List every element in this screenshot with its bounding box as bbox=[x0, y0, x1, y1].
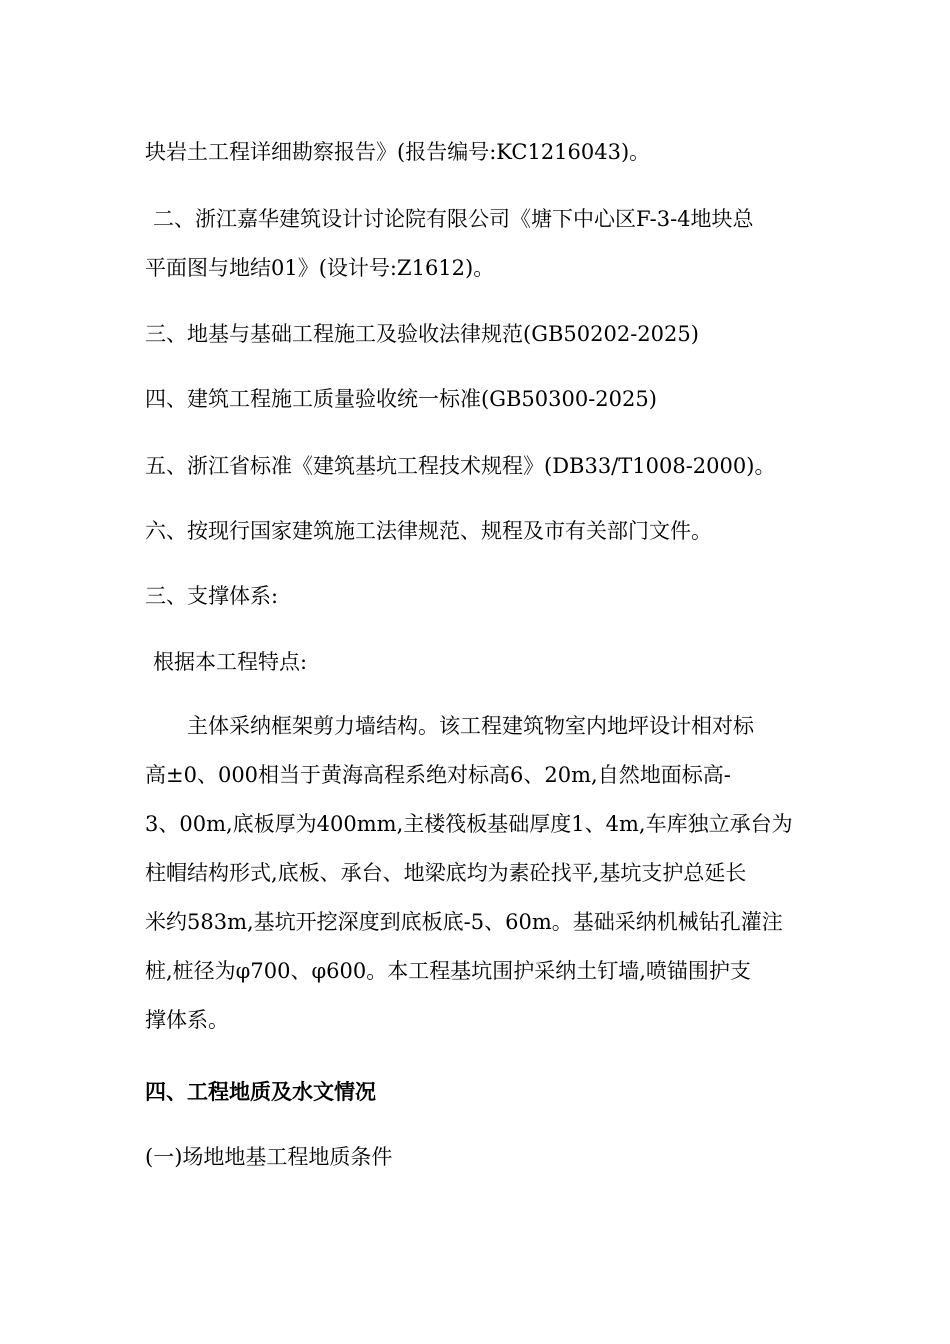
reference-line-6: 六、按现行国家建筑施工法律规范、规程及市有关部门文件。 bbox=[145, 519, 712, 543]
paragraph-line: 3、00m,底板厚为400mm,主楼筏板基础厚度1、4m,车库独立承台为 bbox=[145, 812, 793, 836]
reference-line-2a: 二、浙江嘉华建筑设计讨论院有限公司《塘下中心区F-3-4地块总 bbox=[153, 207, 754, 231]
paragraph-line: 桩,桩径为φ700、φ600。本工程基坑围护采纳土钉墙,喷锚围护支 bbox=[145, 959, 751, 983]
subsection-label: 根据本工程特点: bbox=[153, 650, 308, 674]
subsection-heading-site: (一)场地地基工程地质条件 bbox=[145, 1145, 393, 1169]
reference-line-5: 五、浙江省标准《建筑基坑工程技术规程》(DB33/T1008-2000)。 bbox=[145, 454, 776, 478]
paragraph-line: 主体采纳框架剪力墙结构。该工程建筑物室内地坪设计相对标 bbox=[187, 714, 754, 738]
body-paragraph bbox=[145, 702, 810, 1045]
paragraph-line: 柱帽结构形式,底板、承台、地梁底均为素砼找平,基坑支护总延长 bbox=[145, 861, 747, 885]
paragraph-line: 高±0、000相当于黄海高程系绝对标高6、20m,自然地面标高- bbox=[145, 763, 731, 787]
paragraph-line: 米约583m,基坑开挖深度到底板底-5、60m。基础采纳机械钻孔灌注 bbox=[145, 910, 783, 934]
reference-line-3: 三、地基与基础工程施工及验收法律规范(GB50202-2025) bbox=[145, 322, 699, 346]
reference-line-2b: 平面图与地结01》(设计号:Z1612)。 bbox=[145, 256, 495, 280]
section-heading-support: 三、支撑体系: bbox=[145, 584, 279, 608]
reference-line-1: 块岩土工程详细勘察报告》(报告编号:KC1216043)。 bbox=[145, 140, 651, 164]
paragraph-line: 撑体系。 bbox=[145, 1008, 229, 1032]
reference-line-4: 四、建筑工程施工质量验收统一标准(GB50300-2025) bbox=[145, 387, 657, 411]
section-heading-geology: 四、工程地质及水文情况 bbox=[145, 1079, 376, 1104]
